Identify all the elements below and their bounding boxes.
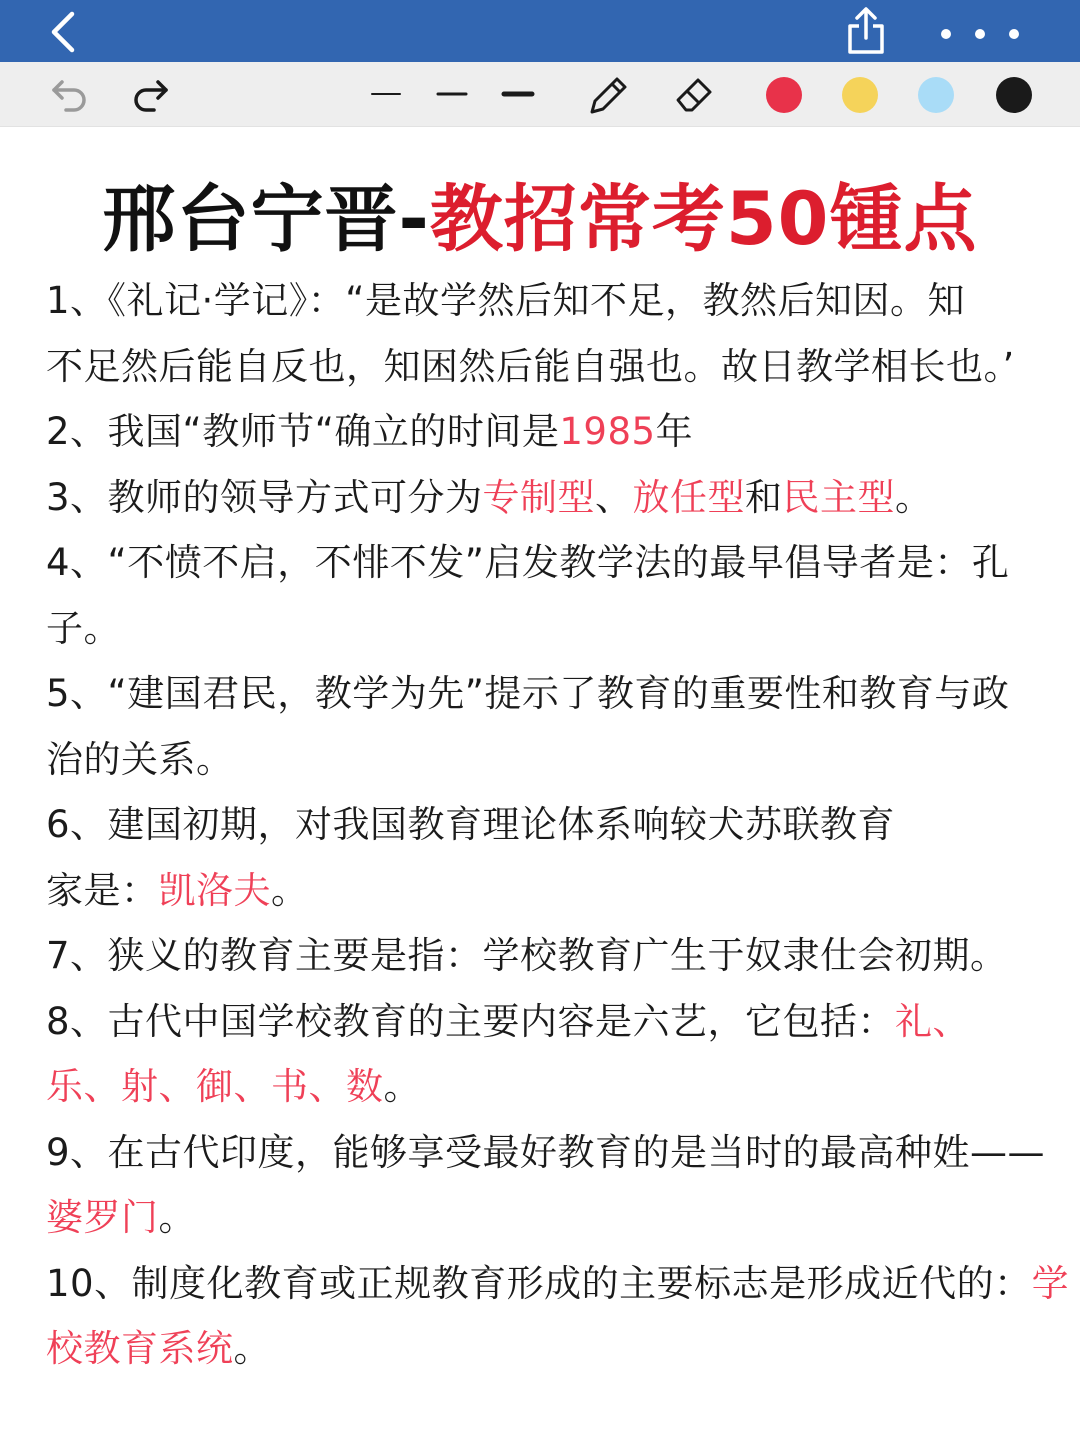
highlight-text: 民主型 (782, 475, 896, 519)
highlight-text: 放任型 (632, 475, 746, 519)
note-title (0, 172, 1080, 268)
redo-icon (126, 70, 174, 118)
red-color-swatch[interactable] (766, 77, 802, 113)
back-button[interactable] (42, 10, 86, 54)
text-line (46, 727, 1060, 793)
line-text: 。 (271, 868, 309, 912)
more-icon (934, 16, 1030, 52)
thin-line-button[interactable] (362, 70, 410, 118)
line-text: 6、建国初期，对我国教育理论体系响较犬苏联教育 (46, 803, 896, 846)
text-line (46, 661, 1060, 727)
line-text: 4、“不愤不启，不悱不发”启发教学法的最早倡导者是：孔 (46, 541, 1010, 584)
line-text: 。 (158, 1196, 196, 1239)
line-text: 。 (383, 1065, 421, 1108)
line-text: 不足然后能自反也，知困然后能自强也。故日教学相长也。’ (46, 344, 1015, 388)
line-text: 、 (595, 475, 633, 519)
line-text: 年 (655, 410, 694, 453)
text-line (46, 596, 1060, 662)
highlight-text: 婆罗门 (46, 1196, 159, 1239)
share-icon (842, 6, 890, 56)
chevron-left-icon (42, 10, 86, 54)
text-line (46, 334, 1060, 400)
redo-button[interactable] (126, 70, 174, 118)
line-text: 10、制度化教育或正规教育形成的主要标志是形成近代的： (46, 1261, 1032, 1305)
text-line (46, 858, 1060, 924)
highlight-text: 校教育系统 (46, 1327, 234, 1370)
line-text: 9、在古代印度，能够享受最好教育的是当时的最高种姓—— (46, 1130, 1046, 1174)
pen-button[interactable] (584, 70, 632, 118)
line-text: 和 (745, 475, 783, 519)
thick-line-button[interactable] (494, 70, 542, 118)
undo-button[interactable] (46, 70, 94, 118)
line-text: 家是： (46, 868, 159, 912)
text-line (46, 792, 1060, 858)
highlight-text: 1985 (559, 410, 656, 453)
line-text: 子。 (46, 606, 121, 650)
text-line (46, 1120, 1060, 1186)
undo-icon (46, 70, 94, 118)
share-button[interactable] (842, 6, 890, 56)
more-options-button[interactable] (934, 16, 1030, 52)
line-text: 2、我国“教师节“确立的时间是 (46, 410, 560, 453)
line-text: 8、古代中国学校教育的主要内容是六艺，它包括： (46, 999, 896, 1043)
medium-line-icon (428, 70, 476, 118)
top-nav-bar (0, 0, 1080, 62)
black-color-swatch[interactable] (996, 77, 1032, 113)
medium-line-button[interactable] (428, 70, 476, 118)
eraser-button[interactable] (670, 70, 718, 118)
text-line (46, 989, 1060, 1055)
text-line (46, 530, 1060, 596)
text-line (46, 399, 1060, 465)
line-text: 。 (233, 1327, 271, 1370)
text-line (46, 1316, 1060, 1382)
highlight-text: 专制型 (482, 475, 596, 519)
text-line (46, 1251, 1070, 1317)
highlight-text: 凯洛夫 (158, 868, 271, 912)
text-line (46, 923, 1060, 989)
text-line (46, 268, 1060, 334)
highlight-text: 学 (1031, 1261, 1070, 1305)
drawing-toolbar (0, 62, 1080, 127)
thick-line-icon (494, 70, 542, 118)
line-text: 7、狭义的教育主要是指：学校教育广生于奴隶仕会初期。 (46, 934, 1008, 977)
light-blue-color-swatch[interactable] (918, 77, 954, 113)
title-red-part: 教招常考50锺点 (429, 177, 978, 262)
line-text: 3、教师的领导方式可分为 (46, 475, 483, 519)
text-line (46, 1054, 1060, 1120)
line-text: 治的关系。 (46, 737, 234, 781)
highlight-text: 乐、射、御、书、数 (46, 1065, 384, 1108)
yellow-color-swatch[interactable] (842, 77, 878, 113)
title-black-part: 邢台宁晋- (102, 177, 430, 262)
thin-line-icon (362, 70, 410, 118)
text-line (46, 1185, 1060, 1251)
highlight-text: 礼、 (895, 999, 971, 1043)
pen-icon (584, 70, 632, 118)
note-body (46, 268, 1070, 1382)
text-line (46, 465, 1060, 531)
eraser-icon (670, 70, 718, 118)
line-text: 。 (895, 475, 933, 519)
line-text: 1、《礼记·学记》：“是故学然后知不足，教然后知因。知 (46, 279, 965, 322)
line-text: 5、“建国君民，教学为先”提示了教育的重要性和教育与政 (46, 672, 1010, 715)
